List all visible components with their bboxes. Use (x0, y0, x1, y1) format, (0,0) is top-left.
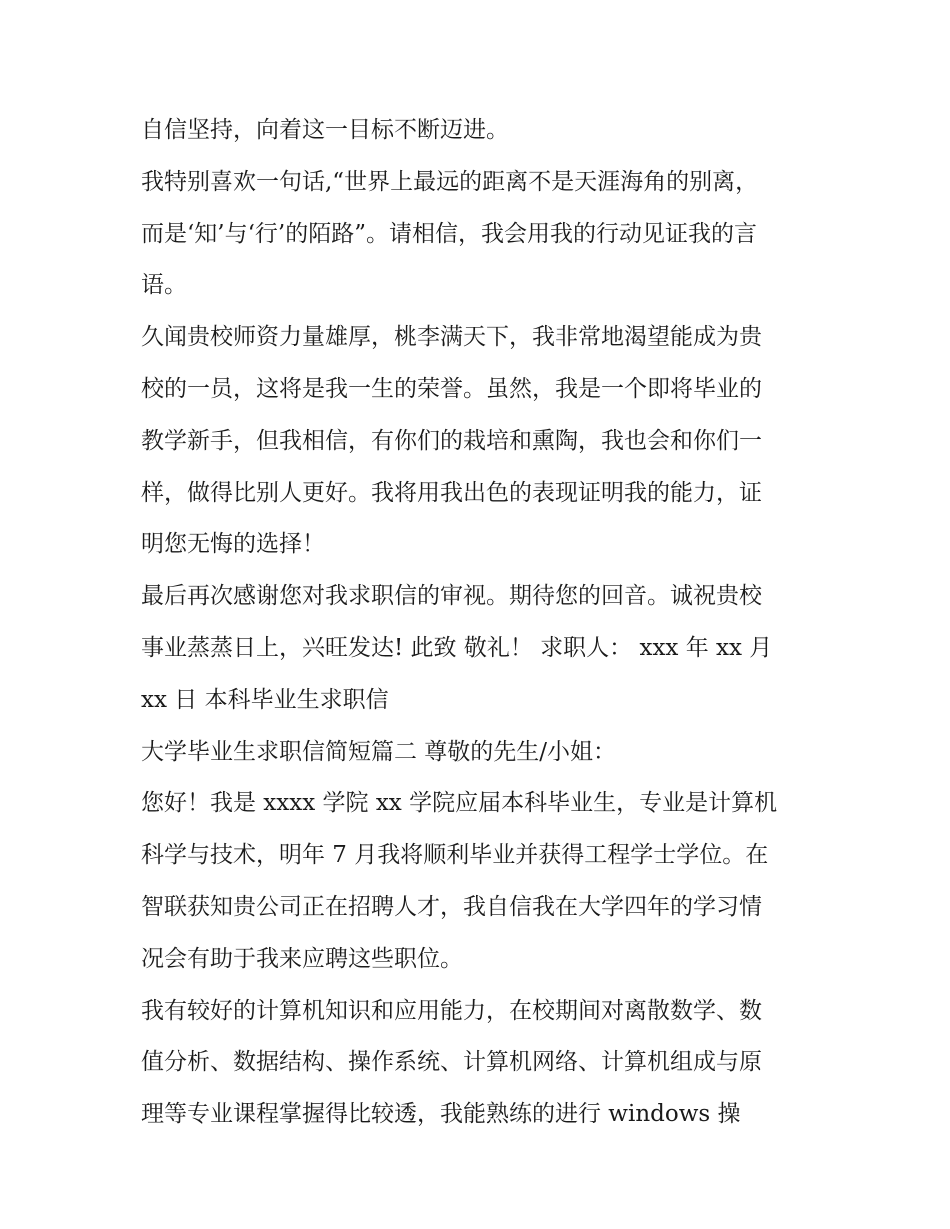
text-line: 值分析、数据结构、操作系统、计算机网络、计算机组成与原 (141, 1049, 762, 1076)
text-line: 我特别喜欢一句话,“世界上最远的距离不是天涯海角的别离， (141, 168, 759, 195)
text-line: 况会有助于我来应聘这些职位。 (141, 945, 463, 972)
text-line: 自信坚持，向着这一目标不断迈进。 (141, 117, 509, 143)
text-line: 您好！我是 xxxx 学院 xx 学院应届本科毕业生，专业是计算机 (141, 790, 778, 817)
text-line: 科学与技术，明年 7 月我将顺利毕业并获得工程学士学位。在 (141, 842, 769, 869)
text-line: 事业蒸蒸日上，兴旺发达! 此致 敬礼！ 求职人： xxx 年 xx 月 (141, 634, 773, 661)
text-line: 我有较好的计算机知识和应用能力，在校期间对离散数学、数 (141, 997, 762, 1024)
text-line: 语。 (141, 272, 187, 299)
text-line: 而是‘知’与‘行’的陌路”。请相信，我会用我的行动见证我的言 (141, 220, 758, 247)
text-line: 久闻贵校师资力量雄厚，桃李满天下，我非常地渴望能成为贵 (141, 324, 762, 351)
text-line: 教学新手，但我相信，有你们的栽培和熏陶，我也会和你们一 (141, 427, 762, 454)
document-body (141, 111, 841, 1133)
text-line: 明您无悔的选择！ (141, 531, 325, 558)
text-line: 样，做得比别人更好。我将用我出色的表现证明我的能力，证 (141, 479, 762, 506)
text-line: 最后再次感谢您对我求职信的审视。期待您的回音。诚祝贵校 (141, 583, 762, 610)
text-line: 智联获知贵公司正在招聘人才，我自信我在大学四年的学习情 (141, 893, 762, 920)
text-line: xx 日 本科毕业生求职信 (141, 686, 389, 713)
section-heading-line: 大学毕业生求职信简短篇二 尊敬的先生/小姐： (141, 738, 617, 765)
text-line: 理等专业课程掌握得比较透，我能熟练的进行 windows 操 (141, 1101, 741, 1128)
text-line: 校的一员，这将是我一生的荣誉。虽然，我是一个即将毕业的 (141, 375, 762, 402)
